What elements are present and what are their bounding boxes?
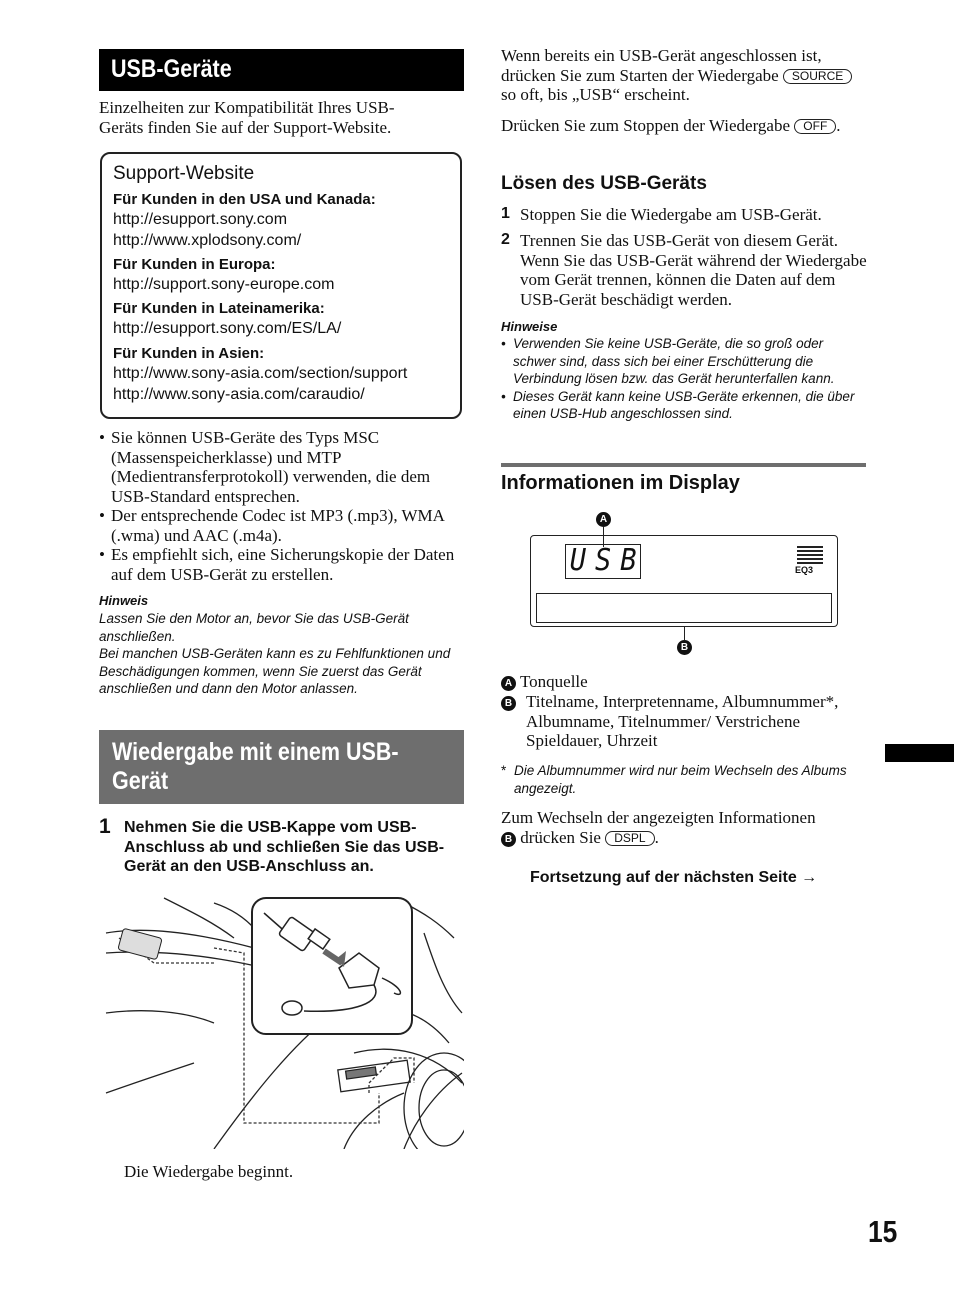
support-eu-label: Für Kunden in Europa: xyxy=(113,256,276,273)
support-usa-url-2: http://www.xplodsony.com/ xyxy=(113,232,302,249)
list-item: • Der entsprechende Codec ist MP3 (.mp3), WMA (.wma) und AAC (.m4a). xyxy=(99,506,464,545)
remove-step-2-text: Trennen Sie das USB-Gerät von diesem Gerät. Wenn Sie das USB-Gerät während der Wiedergabe vom Gerät trennen, können die Daten auf dem USB-Gerät beschädigt werden. xyxy=(520,231,867,309)
step-1-number: 1 xyxy=(99,815,111,838)
playback-title-line-1: Wiedergabe mit einem USB- xyxy=(112,738,399,766)
legend-a xyxy=(501,672,866,692)
support-website-box xyxy=(100,152,462,419)
usb-connection-illustration xyxy=(104,893,464,1149)
eq-label: EQ3 xyxy=(795,565,814,575)
legend-b-marker: B xyxy=(501,696,516,711)
support-la-url: http://esupport.sony.com/ES/LA/ xyxy=(113,320,342,337)
continued-text: Fortsetzung auf der nächsten Seite xyxy=(530,869,797,886)
source-key: SOURCE xyxy=(783,69,852,84)
notes-title: Hinweise xyxy=(501,319,558,334)
label-a-marker: A xyxy=(596,512,611,527)
support-la-label: Für Kunden in Lateinamerika: xyxy=(113,300,325,317)
legend-b-text: Titelname, Interpretenname, Albumnummer*, Albumname, Titelnummer/ Verstrichene Spieldauer, Uhrzeit xyxy=(526,692,839,750)
change-info-text: Zum Wechseln der angezeigten Informationen xyxy=(501,808,816,827)
stop-playback-period: . xyxy=(836,116,841,135)
label-b-marker: B xyxy=(677,640,692,655)
usb-devices-title: USB-Geräte xyxy=(111,55,232,83)
continued-note xyxy=(530,869,866,887)
step-1-text: Nehmen Sie die USB-Kappe vom USB-Anschluss ab und schließen Sie das USB-Gerät an den USB-Anschluss an. xyxy=(124,819,445,875)
support-asia-label: Für Kunden in Asien: xyxy=(113,345,265,362)
source-area xyxy=(565,543,646,579)
remove-step-1-text: Stoppen Sie die Wiedergabe am USB-Gerät. xyxy=(520,205,822,224)
playback-title-line-2: Gerät xyxy=(112,767,169,795)
change-info-paragraph xyxy=(501,808,866,847)
note-2: Bei manchen USB-Geräten kann es zu Fehlfunktionen und Beschädigungen kommen, wenn Sie zuerst das Gerät anschließen und dann den Motor anlassen. xyxy=(99,646,451,696)
footnote: Die Albumnummer wird nur beim Wechseln des Albums angezeigt. xyxy=(514,763,847,796)
remove-usb-heading: Lösen des USB-Geräts xyxy=(501,173,707,194)
legend-a-text: Tonquelle xyxy=(519,672,588,691)
legend-b-marker-wrap xyxy=(501,692,516,712)
note-title: Hinweis xyxy=(99,593,149,608)
remove-step-1-number: 1 xyxy=(501,205,510,222)
support-asia-url-1: http://www.sony-asia.com/section/support xyxy=(113,365,408,382)
remove-step-2-number: 2 xyxy=(501,231,510,248)
change-info-press: drücken Sie xyxy=(520,827,601,847)
change-info-b-marker: B xyxy=(501,832,516,847)
info-line-area xyxy=(536,593,832,623)
label-b-leader xyxy=(684,626,685,640)
playback-result: Die Wiedergabe beginnt. xyxy=(124,1162,294,1181)
support-asia-url-2: http://www.sony-asia.com/caraudio/ xyxy=(113,386,365,403)
usb-intro: Einzelheiten zur Kompatibilität Ihres USB-Geräts finden Sie auf der Support-Website. xyxy=(99,98,395,137)
list-item: • Verwenden Sie keine USB-Geräte, die so groß oder schwer sind, dass sich bei einer Erschütterung die Verbindung lösen bzw. das Gerät herunterfallen kann. xyxy=(501,335,869,388)
page-number: 15 xyxy=(868,1214,898,1249)
eq-icon xyxy=(795,546,825,578)
continued-arrow: → xyxy=(801,869,818,886)
section-divider xyxy=(501,463,866,467)
support-usa-label: Für Kunden in den USA und Kanada: xyxy=(113,191,376,208)
start-playback-text: Wenn bereits ein USB-Gerät angeschlossen ist, drücken Sie zum Starten der Wiedergabe xyxy=(501,46,822,85)
notes-list xyxy=(501,335,869,423)
note-1: Lassen Sie den Motor an, bevor Sie das USB-Gerät anschließen. xyxy=(99,611,409,644)
footnote-mark: * xyxy=(501,763,507,778)
change-info-period: . xyxy=(654,827,659,847)
eq-bars xyxy=(797,546,823,564)
list-item: • Sie können USB-Geräte des Typs MSC (Massenspeicherklasse) und MTP (Medientransferprotokoll) verwenden, die dem USB-Standard entsprechen. xyxy=(99,428,464,506)
list-item: • Es empfiehlt sich, eine Sicherungskopie der Daten auf dem USB-Gerät zu erstellen. xyxy=(99,545,464,584)
usb-segment-text: USB xyxy=(569,543,646,578)
dspl-key: DSPL xyxy=(605,831,654,846)
support-usa-url-1: http://esupport.sony.com xyxy=(113,211,288,228)
playback-header xyxy=(99,730,464,804)
section-tab-marker xyxy=(885,744,954,762)
support-eu-url: http://support.sony-europe.com xyxy=(113,276,335,293)
display-diagram xyxy=(530,510,838,660)
compatibility-list xyxy=(99,428,464,584)
start-playback-paragraph xyxy=(501,46,866,105)
display-info-heading: Informationen im Display xyxy=(501,472,740,494)
stop-playback-text: Drücken Sie zum Stoppen der Wiedergabe xyxy=(501,116,791,135)
list-item: • Dieses Gerät kann keine USB-Geräte erkennen, die über einen USB-Hub angeschlossen sind. xyxy=(501,388,869,423)
usb-devices-header xyxy=(99,49,464,91)
start-playback-text-end: so oft, bis „USB“ erscheint. xyxy=(501,85,690,104)
stop-playback-paragraph xyxy=(501,116,866,136)
off-key: OFF xyxy=(794,119,836,134)
support-title: Support-Website xyxy=(113,163,255,184)
display-panel xyxy=(530,535,838,627)
legend-a-marker: A xyxy=(501,676,516,691)
